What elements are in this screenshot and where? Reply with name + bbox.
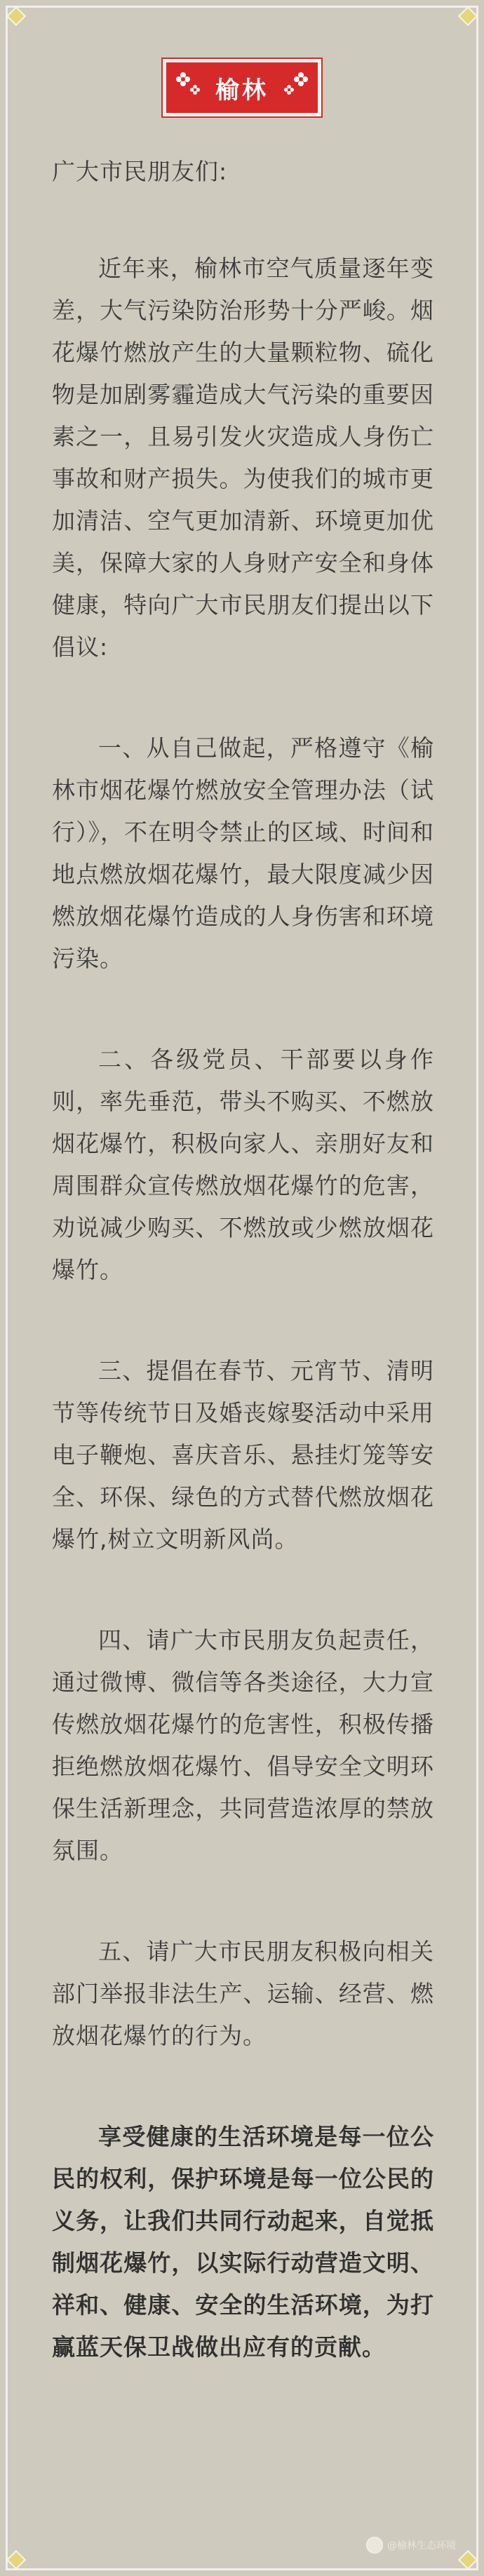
letter-body: [52, 151, 434, 2427]
corner-diamond-icon: [6, 6, 26, 26]
closing-paragraph: 享受健康的生活环境是每一位公民的权利，保护环境是每一位公民的义务，让我们共同行动起来，自觉抵制烟花爆竹，以实际行动营造文明、祥和、健康、安全的生活环境，为打赢蓝天保卫战做出应有的贡献。: [52, 2123, 434, 2361]
paragraph-item-4: 四、请广大市民朋友负起责任，通过微博、微信等各类途径，大力宣传燃放烟花爆竹的危害性，积极传播拒绝燃放烟花爆竹、倡导安全文明环保生活新理念，共同营造浓厚的禁放氛围。: [52, 1626, 434, 1864]
flower-icon: [294, 72, 308, 86]
paragraph-item-1: 一、从自己做起，严格遵守《榆林市烟花爆竹燃放安全管理办法（试行）》，不在明令禁止的区域、时间和地点燃放烟花爆竹，最大限度减少因燃放烟花爆竹造成的人身伤害和环境污染。: [52, 734, 434, 972]
badge-title: 榆林: [215, 76, 269, 104]
watermark: [366, 2537, 456, 2554]
corner-diamond-icon: [458, 2550, 478, 2570]
paragraph-item-2: 二、各级党员、干部要以身作则，率先垂范，带头不购买、不燃放烟花爆竹，积极向家人、亲朋好友和周围群众宣传燃放烟花爆竹的危害，劝说减少购买、不燃放或少燃放烟花爆竹。: [52, 1046, 434, 1283]
flower-icon: [284, 85, 294, 95]
corner-diamond-icon: [6, 2550, 26, 2570]
weibo-logo-icon: [366, 2537, 383, 2554]
paragraph-item-3: 三、提倡在春节、元宵节、清明节等传统节日及婚丧嫁娶活动中采用电子鞭炮、喜庆音乐、悬挂灯笼等安全、环保、绿色的方式替代燃放烟花爆竹,树立文明新风尚。: [52, 1357, 434, 1553]
flower-icon: [176, 72, 190, 86]
flower-icon: [190, 85, 200, 95]
paragraph-intro: 近年来，榆林市空气质量逐年变差，大气污染防治形势十分严峻。烟花爆竹燃放产生的大量颗粒物、硫化物是加剧雾霾造成大气污染的重要因素之一，且易引发火灾造成人身伤亡事故和财产损失。为使我们的城市更加清洁、空气更加清新、环境更加优美，保障大家的人身财产安全和身体健康，特向广大市民朋友们提出以下倡议:: [52, 255, 434, 661]
corner-diamond-icon: [458, 6, 478, 26]
paragraph-item-5: 五、请广大市民朋友积极向相关部门举报非法生产、运输、经营、燃放烟花爆竹的行为。: [52, 1938, 434, 2049]
greeting: 广大市民朋友们:: [52, 158, 228, 185]
watermark-text: @榆林生态环境: [387, 2540, 456, 2551]
title-badge: [163, 59, 321, 116]
